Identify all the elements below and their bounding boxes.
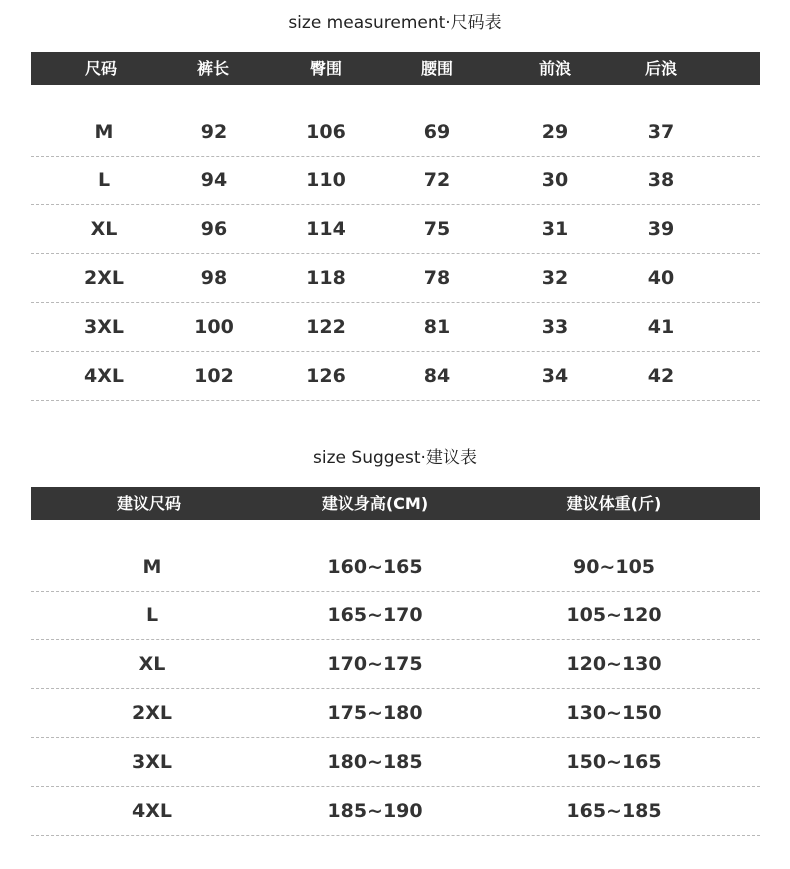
table-row [31,738,760,787]
table-cell: 40 [647,267,675,289]
table-row [31,108,760,157]
table-cell: 96 [200,218,228,240]
table-cell: 2XL [132,702,172,724]
table-cell: 81 [423,316,451,338]
table-cell: 122 [306,316,346,338]
header-cell-size: 建议尺码 [116,494,182,513]
table-cell: 110 [306,169,346,191]
table-cell: 4XL [84,365,124,387]
table-row [31,156,760,205]
header-cell-hip: 臀围 [309,59,343,78]
table-cell: 30 [541,169,569,191]
table-cell: 165~170 [327,604,423,626]
table-cell: 32 [541,267,569,289]
table-cell: 31 [541,218,569,240]
table-cell: 105~120 [566,604,662,626]
table-cell: 38 [647,169,675,191]
table-cell: 175~180 [327,702,423,724]
table-cell: 126 [306,365,346,387]
table-cell: 165~185 [566,800,662,822]
table-cell: 106 [306,121,346,143]
table-row [31,254,760,303]
header-cell-length: 裤长 [196,59,230,78]
table-cell: 90~105 [572,556,656,578]
header-cell-waist: 腰围 [420,59,454,78]
table-cell: 160~165 [327,556,423,578]
header-cell-size: 尺码 [84,59,118,78]
table-cell: 3XL [84,316,124,338]
table-cell: 3XL [132,751,172,773]
suggest-header [31,487,760,520]
table-cell: 150~165 [566,751,662,773]
table-cell: 180~185 [327,751,423,773]
table-cell: XL [138,653,166,675]
table-cell: 170~175 [327,653,423,675]
table-cell: M [142,556,162,578]
measurement-header [31,52,760,85]
table-cell: M [94,121,114,143]
table-cell: 92 [200,121,228,143]
table-row [31,303,760,352]
table-cell: 84 [423,365,451,387]
table-row [31,205,760,254]
measurement-title: size measurement·尺码表 [288,13,502,33]
header-cell-weight: 建议体重(斤) [566,494,662,513]
table-cell: 102 [194,365,234,387]
table-cell: 94 [200,169,228,191]
table-cell: 69 [423,121,451,143]
table-row [31,543,760,592]
table-cell: 114 [306,218,346,240]
table-row [31,640,760,689]
table-cell: 72 [423,169,451,191]
table-cell: 42 [647,365,675,387]
table-row [31,352,760,401]
table-cell: 130~150 [566,702,662,724]
table-cell: XL [90,218,118,240]
table-cell: L [97,169,111,191]
table-cell: 41 [647,316,675,338]
table-cell: 29 [541,121,569,143]
suggest-title: size Suggest·建议表 [313,448,477,468]
header-cell-back-rise: 后浪 [644,59,678,78]
table-cell: 98 [200,267,228,289]
table-cell: L [145,604,159,626]
table-cell: 33 [541,316,569,338]
table-cell: 100 [194,316,234,338]
table-cell: 39 [647,218,675,240]
table-cell: 118 [306,267,346,289]
table-cell: 4XL [132,800,172,822]
table-cell: 185~190 [327,800,423,822]
header-cell-height: 建议身高(CM) [321,494,429,513]
header-cell-front-rise: 前浪 [538,59,572,78]
table-row [31,689,760,738]
table-row [31,591,760,640]
table-cell: 120~130 [566,653,662,675]
table-cell: 37 [647,121,675,143]
table-cell: 78 [423,267,451,289]
table-row [31,787,760,836]
table-cell: 75 [423,218,451,240]
table-cell: 2XL [84,267,124,289]
table-cell: 34 [541,365,569,387]
